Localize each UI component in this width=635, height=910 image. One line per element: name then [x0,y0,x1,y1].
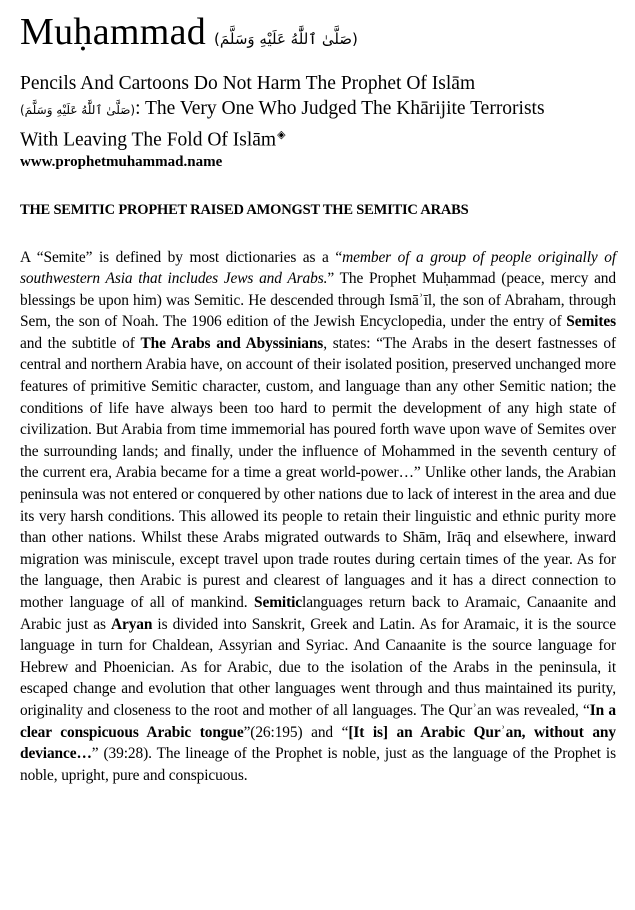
body-italic-definition: member of a group of people originally of southwestern Asia that includes Jews and Arabs. [20,248,617,288]
subtitle-honorific: (صَلَّىٰ ٱللَّٰهُ عَلَيْهِ وَسَلَّمَ) [20,103,136,117]
subtitle [20,71,616,153]
title-row [20,12,616,59]
body-text-4: , states: “The Arabs in the desert fastnesses of central and northern Arabia have, on account of their isolated position, preserved unchanged more features of primitive Semitic character, custom, and language than any other Semitic nation; the conditions of life have always been too hard to permit the development of any high state of civilization. But Arabia from time immemorial has poured forth wave upon wave of Semites over the surrounding lands; and finally, under the influence of Mohammed in the seventh century of the current era, Arabia became for a time a great world-power…” Unlike other lands, the Arabian peninsula was not entered or conquered by other nations due to lack of interest in the area and due its very harsh conditions. This allowed its people to retain their linguistic and ethnic purity more than other nations. Whilst these Arabs migrated outwards to Shām, Irāq and elsewhere, inward migration was miniscule, except travel upon trade routes during certain times of the year. As for the language, then Arabic is purest and clearest of languages and it has a direct connection to mother language of all of mankind. [20,334,616,611]
body-bold-quote-2: [It is] an Arabic Qurʾan, without any deviance… [20,723,616,763]
diamond-mark-icon: ◈ [277,129,286,141]
document-page [20,12,616,786]
body-text-8: ” (39:28). The lineage of the Prophet is noble, just as the language of the Prophet is noble, upright, pure and conspicuous. [20,745,616,784]
body-bold-semitic: Semitic [254,594,303,611]
section-heading: THE SEMITIC PROPHET RAISED AMONGST THE SEMITIC ARABS [20,201,469,218]
body-bold-quote-1: In a clear conspicuous Arabic tongue [20,701,616,741]
body-text-2: ” The Prophet Muḥammad (peace, mercy and blessings be upon him) was Semitic. He descended through Ismāʾīl, the son of Abraham, through Sem, the son of Noah. The 1906 edition of the Jewish Encyclopedia, under the entry of [20,270,616,331]
body-bold-aryan: Aryan [110,615,153,633]
page-title: Muḥammad [20,11,207,53]
body-text-1: A “Semite” is defined by most dictionaries as a “ [20,248,343,266]
body-text-7: ”(26:195) and “ [243,723,349,741]
body-bold-arabs: The Arabs and Abyssinians [140,334,324,352]
subtitle-line-2: : The Very One Who Judged The Khārijite Terrorists [135,98,545,119]
body-text-3: and the subtitle of [20,334,141,352]
body-text-5: languages return back to Aramaic, Canaanite and Arabic just as [20,594,616,633]
body-text-6: is divided into Sanskrit, Greek and Latin. As for Aramaic, it is the source language in turn for Chaldean, Assyrian and Syriac. And Canaanite is the source language for Hebrew and Phoenician. As for Arabic, due to the isolation of the Arabs in the peninsula, it escaped change and evolution that other languages went through and thus maintained its purity, originality and closeness to the root and mother of all languages. The Qurʾan was revealed, “ [20,615,616,719]
body-bold-semites: Semites [566,313,616,331]
website-link[interactable]: www.prophetmuhammad.name [20,153,223,170]
body-paragraph [20,247,616,787]
title-honorific: (صَلَّىٰ ٱللَّٰهُ عَلَيْهِ وَسَلَّمَ) [214,30,358,48]
subtitle-line-3: With Leaving The Fold Of Islām [20,129,277,151]
subtitle-line-1: Pencils And Cartoons Do Not Harm The Prophet Of Islām [20,73,476,94]
